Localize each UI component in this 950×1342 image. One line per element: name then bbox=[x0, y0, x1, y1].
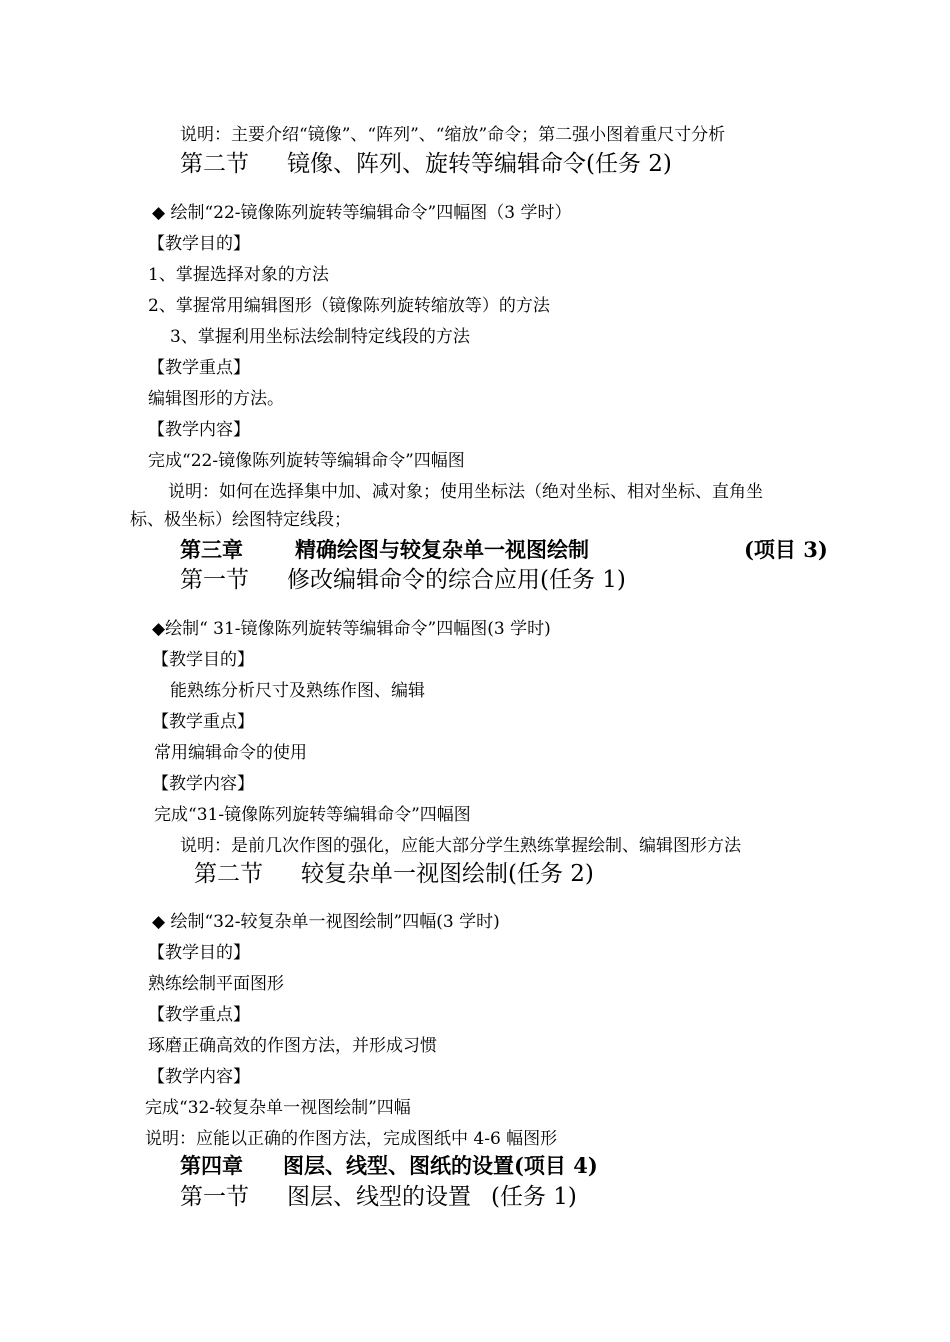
aim-item: 2、掌握常用编辑图形（镜像陈列旋转缩放等）的方法 bbox=[148, 296, 550, 316]
bullet-item: ◆ 绘制“32-较复杂单一视图绘制”四幅(3 学时) bbox=[152, 912, 500, 932]
section-heading bbox=[180, 150, 672, 178]
note-text: 说明：如何在选择集中加、减对象；使用坐标法（绝对坐标、相对坐标、直角坐 bbox=[168, 482, 763, 502]
aim-item: 1、掌握选择对象的方法 bbox=[148, 265, 329, 285]
label-teaching-aim: 【教学目的】 bbox=[152, 650, 254, 670]
note-text: 说明：主要介绍“镜像”、“阵列”、“缩放”命令；第二强小图着重尺寸分析 bbox=[180, 125, 726, 145]
project-label: (项目 3) bbox=[744, 537, 828, 562]
aim-text: 能熟练分析尺寸及熟练作图、编辑 bbox=[170, 681, 425, 701]
section-title: 镜像、阵列、旋转等编辑命令(任务 2) bbox=[287, 151, 672, 177]
content-text: 完成“22-镜像陈列旋转等编辑命令”四幅图 bbox=[148, 451, 465, 471]
chapter-heading bbox=[180, 537, 840, 563]
section-heading bbox=[180, 566, 626, 594]
note-text-continued: 标、极坐标）绘图特定线段； bbox=[130, 510, 351, 530]
section-title: 图层、线型的设置 bbox=[287, 1184, 471, 1210]
section-number: 第二节 bbox=[194, 861, 263, 887]
bullet-item: ◆绘制“ 31-镜像陈列旋转等编辑命令”四幅图(3 学时) bbox=[152, 619, 551, 639]
content-text: 完成“32-较复杂单一视图绘制”四幅 bbox=[145, 1098, 411, 1118]
chapter-title: 精确绘图与较复杂单一视图绘制 bbox=[295, 537, 589, 562]
key-text: 编辑图形的方法。 bbox=[148, 389, 284, 409]
chapter-number: 第三章 bbox=[180, 537, 243, 562]
label-teaching-content: 【教学内容】 bbox=[152, 774, 254, 794]
label-teaching-key: 【教学重点】 bbox=[148, 1005, 250, 1025]
section-number: 第一节 bbox=[180, 567, 249, 593]
chapter-title: 图层、线型、图纸的设置(项目 4) bbox=[283, 1153, 598, 1178]
note-text: 说明：应能以正确的作图方法，完成图纸中 4-6 幅图形 bbox=[145, 1129, 558, 1149]
bullet-item: ◆ 绘制“22-镜像陈列旋转等编辑命令”四幅图（3 学时） bbox=[152, 203, 572, 223]
chapter-heading bbox=[180, 1153, 598, 1179]
section-number: 第一节 bbox=[180, 1184, 249, 1210]
label-teaching-content: 【教学内容】 bbox=[148, 420, 250, 440]
label-teaching-aim: 【教学目的】 bbox=[148, 943, 250, 963]
note-text: 说明：是前几次作图的强化，应能大部分学生熟练掌握绘制、编辑图形方法 bbox=[180, 836, 741, 856]
section-number: 第二节 bbox=[180, 151, 249, 177]
content-text: 完成“31-镜像陈列旋转等编辑命令”四幅图 bbox=[154, 805, 471, 825]
label-teaching-aim: 【教学目的】 bbox=[148, 234, 250, 254]
section-heading bbox=[194, 860, 594, 888]
label-teaching-key: 【教学重点】 bbox=[148, 358, 250, 378]
section-title: 较复杂单一视图绘制(任务 2) bbox=[301, 861, 594, 887]
aim-item: 3、掌握利用坐标法绘制特定线段的方法 bbox=[170, 327, 470, 347]
key-text: 常用编辑命令的使用 bbox=[154, 743, 307, 763]
label-teaching-content: 【教学内容】 bbox=[148, 1067, 250, 1087]
aim-text: 熟练绘制平面图形 bbox=[148, 974, 284, 994]
section-title: 修改编辑命令的综合应用(任务 1) bbox=[287, 567, 626, 593]
label-teaching-key: 【教学重点】 bbox=[152, 712, 254, 732]
section-heading bbox=[180, 1183, 577, 1211]
task-label: (任务 1) bbox=[491, 1184, 577, 1210]
key-text: 琢磨正确高效的作图方法，并形成习惯 bbox=[148, 1036, 437, 1056]
chapter-number: 第四章 bbox=[180, 1153, 243, 1178]
